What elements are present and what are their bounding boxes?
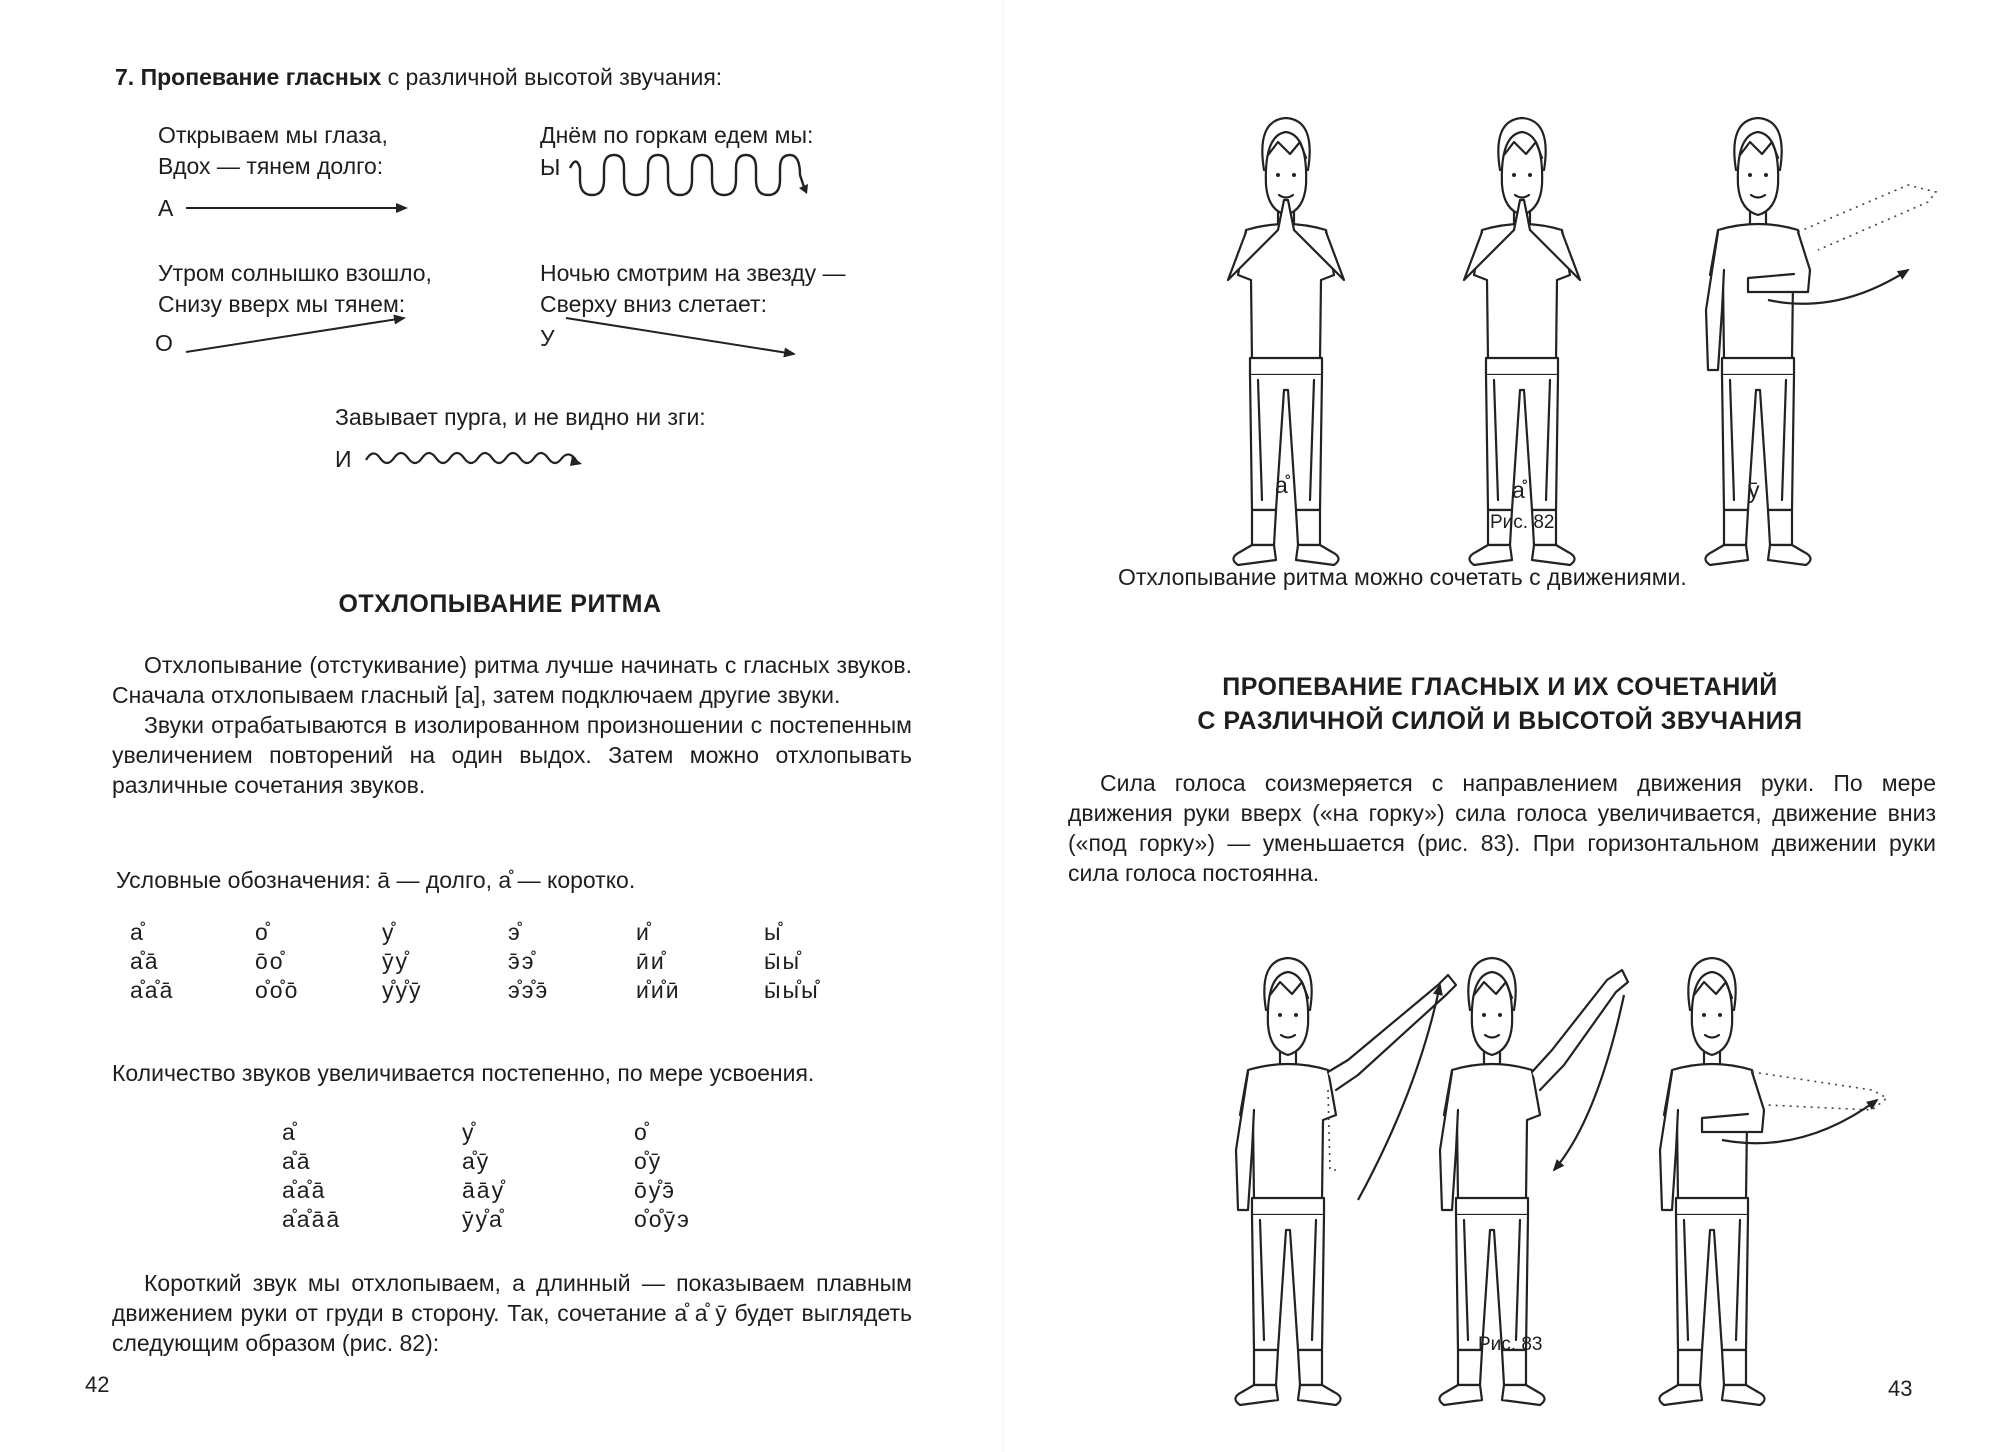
fig82-label: ӯ	[1748, 477, 1760, 503]
vowel-item: ӣи̊	[636, 948, 666, 974]
combo-item: а̊	[282, 1119, 297, 1145]
vowel-item: о̊о̊о̄	[255, 977, 300, 1003]
rhythm-movement-note: Отхлопывание ритма можно сочетать с движениями.	[1118, 564, 1687, 590]
vowel-item: о̊	[255, 919, 270, 945]
poem-line: Сверху вниз слетает:	[540, 291, 767, 317]
exercise-7-heading	[115, 62, 722, 92]
combo-column-3	[634, 1118, 691, 1234]
vowel-column-e	[508, 918, 549, 1005]
poem-i	[335, 402, 706, 433]
fig83-caption: Рис. 83	[1478, 1334, 1543, 1355]
poem-line: Утром солнышко взошло,	[158, 260, 432, 286]
zigzag-wave-icon	[366, 442, 596, 472]
vowel-item: а̊а̊а̄	[130, 977, 175, 1003]
figure-82	[1200, 80, 1880, 480]
exercise-number: 7.	[115, 64, 135, 90]
final-paragraph	[112, 1268, 912, 1358]
voice-strength-paragraph	[1068, 768, 1936, 888]
vowel-a: А	[158, 195, 174, 221]
vowel-item: ы̊	[764, 919, 783, 945]
long-arrow-icon	[186, 198, 416, 218]
poem-u	[540, 258, 846, 320]
exercise-title: Пропевание гласных	[140, 64, 382, 90]
vowel-item: э̊	[508, 919, 522, 945]
boy-arm-raise-figure	[1235, 958, 1456, 1405]
hills-wave-icon	[570, 150, 810, 200]
fig82-caption: Рис. 82	[1490, 512, 1555, 533]
vowel-column-yi	[764, 918, 820, 1005]
vowel-item: у̊	[382, 919, 396, 945]
vowel-item: э̊э̊э̄	[508, 977, 550, 1003]
gradual-text: Количество звуков увеличивается постепенно, по мере усвоения.	[112, 1060, 815, 1086]
poem-line: Вдох — тянем долго:	[158, 153, 384, 179]
vowel-column-i	[636, 918, 681, 1005]
vowel-y: Ы	[540, 154, 561, 180]
poem-line: Ночью смотрим на звезду —	[540, 260, 846, 286]
paragraph: Отхлопывание (отстукивание) ритма лучше начинать с гласных звуков. Сначала отхлопываем гласный [а], затем подключаем другие звуки.	[112, 652, 912, 708]
combo-item: а̊а̊а̄а̄	[282, 1206, 342, 1232]
figure-83	[1200, 920, 1920, 1320]
vowel-item: ы̄ы̊ы̊	[764, 977, 820, 1003]
page-43	[1000, 0, 2000, 1452]
vowel-i: И	[335, 446, 352, 472]
poem-line: Открываем мы глаза,	[158, 122, 388, 148]
poem-a	[158, 120, 388, 182]
combo-column-2	[462, 1118, 505, 1234]
vowel-item: ы̄ы̊	[764, 948, 802, 974]
paragraph: Короткий звук мы отхлопываем, а длинный — показываем плавным движением руки от груди в сторону. Так, сочетание а̊ а̊ ӯ будет выглядеть следующим образом (рис. 82):	[112, 1270, 912, 1356]
vowel-item: и̊и̊ӣ	[636, 977, 681, 1003]
falling-arrow-icon	[566, 312, 806, 362]
combo-item: у̊	[462, 1119, 476, 1145]
combo-item: о̄у̊э̄	[634, 1177, 677, 1203]
combo-item: о̊	[634, 1119, 649, 1145]
vowel-item: а̊а̄	[130, 948, 160, 974]
combo-column-1	[282, 1118, 341, 1234]
combo-item: о̊о̊ӯэ	[634, 1206, 691, 1232]
section-title-rhythm: ОТХЛОПЫВАНИЕ РИТМА	[338, 590, 662, 618]
poem-line: Днём по горкам едем мы:	[540, 122, 814, 148]
section-title-vowel-singing	[1070, 670, 1930, 738]
fig82-label: а̊	[1512, 477, 1525, 503]
combo-item: ӯу̊а̊	[462, 1206, 504, 1232]
fig82-label: а̊	[1275, 472, 1288, 498]
combo-item: о̊ӯ	[634, 1148, 663, 1174]
combo-item: а̊а̊а̄	[282, 1177, 327, 1203]
page-number: 43	[1888, 1376, 1913, 1401]
paragraph: Звуки отрабатываются в изолированном произношении с постепенным увеличением повторений на один выдох. Затем можно отхлопывать различные сочетания звуков.	[112, 712, 912, 798]
vowel-item: у̊у̊ӯ	[382, 977, 423, 1003]
combo-item: а̄а̄у̊	[462, 1177, 506, 1203]
vowel-o: О	[155, 330, 173, 356]
vowel-column-a	[130, 918, 174, 1005]
page-number: 42	[85, 1372, 110, 1397]
paragraph: Сила голоса соизмеряется с направлением движения руки. По мере движения руки вверх («на горку») сила голоса увеличивается, движение вниз («под горку») — уменьшается (рис. 83). При горизонтальном движении руки сила голоса постоянна.	[1068, 770, 1936, 886]
combo-item: а̊ӯ	[462, 1148, 491, 1174]
combo-item: а̊а̄	[282, 1148, 312, 1174]
boy-arm-horizontal-figure	[1659, 958, 1887, 1405]
vowel-item: э̄э̊	[508, 948, 536, 974]
vowel-item: и̊	[636, 919, 651, 945]
vowel-u: У	[540, 325, 555, 351]
vowel-item: а̊	[130, 919, 145, 945]
poem-line: Снизу вверх мы тянем:	[158, 291, 406, 317]
vowel-item: ӯу̊	[382, 948, 409, 974]
poem-o	[158, 258, 432, 320]
title-line: С РАЗЛИЧНОЙ СИЛОЙ И ВЫСОТОЙ ЗВУЧАНИЯ	[1197, 707, 1803, 735]
title-line: ПРОПЕВАНИЕ ГЛАСНЫХ И ИХ СОЧЕТАНИЙ	[1222, 673, 1778, 701]
exercise-subtitle: с различной высотой звучания:	[387, 64, 723, 90]
poem-line: Завывает пурга, и не видно ни зги:	[335, 404, 706, 430]
legend: Условные обозначения: а̄ — долго, а̊ — коротко.	[116, 867, 636, 893]
vowel-column-u	[382, 918, 423, 1005]
vowel-item: о̄о̊	[255, 948, 285, 974]
boy-arm-sweep-figure	[1705, 118, 1936, 565]
poem-y	[540, 120, 813, 151]
vowel-column-o	[255, 918, 299, 1005]
rhythm-paragraphs	[112, 650, 912, 800]
rising-arrow-icon	[186, 312, 416, 357]
